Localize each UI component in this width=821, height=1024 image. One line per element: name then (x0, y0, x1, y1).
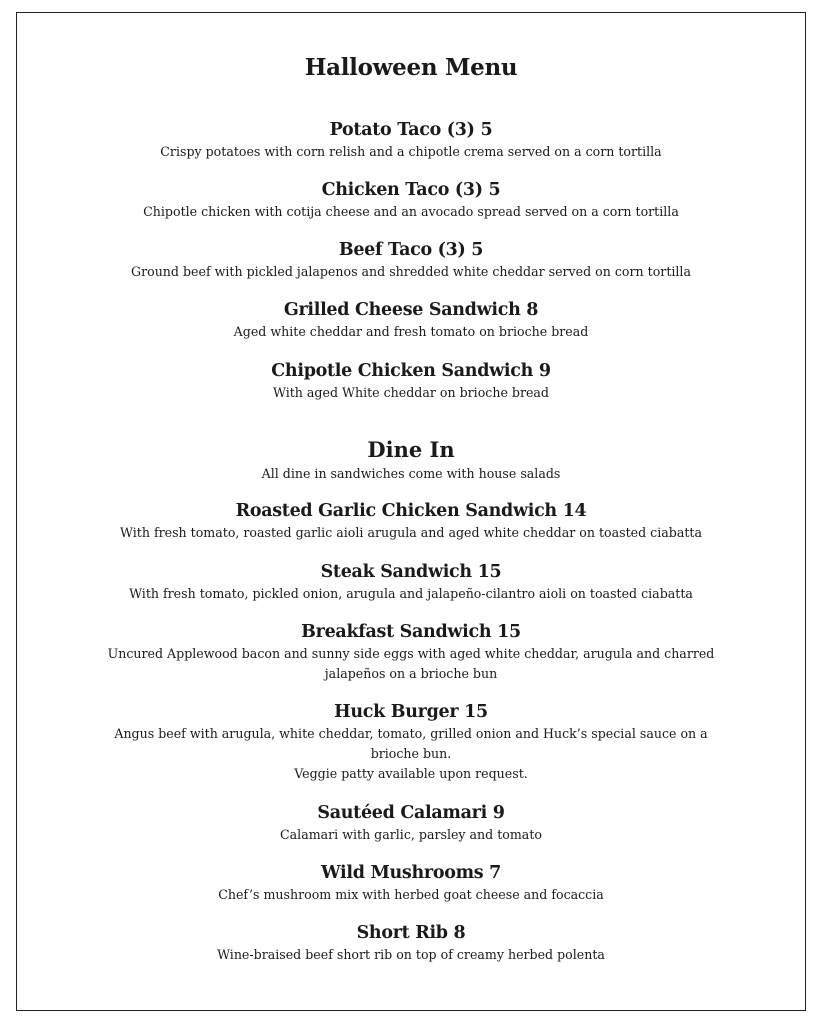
menu-item (16, 801, 806, 845)
menu-item (16, 700, 806, 784)
item-name: Roasted Garlic Chicken Sandwich 14 (235, 501, 587, 521)
item-description: With fresh tomato, pickled onion, arugula and jalapeño-cilantro aioli on toasted ciabatta (129, 586, 693, 601)
item-description: Calamari with garlic, parsley and tomato (280, 827, 542, 842)
menu-item (16, 921, 806, 965)
item-name: Breakfast Sandwich 15 (301, 622, 521, 642)
item-description: Wine-braised beef short rib on top of creamy herbed polenta (217, 947, 605, 962)
menu-item (16, 298, 806, 342)
menu-item (16, 238, 806, 282)
dine-in-section (16, 436, 806, 484)
menu-item (16, 560, 806, 604)
item-description: Aged white cheddar and fresh tomato on brioche bread (233, 324, 589, 339)
item-name: Grilled Cheese Sandwich 8 (283, 300, 539, 320)
item-name: Steak Sandwich 15 (320, 562, 502, 582)
menu-item (16, 861, 806, 905)
item-name: Wild Mushrooms 7 (320, 863, 502, 883)
item-description: Chef’s mushroom mix with herbed goat cheese and focaccia (218, 887, 604, 902)
item-name: Chipotle Chicken Sandwich 9 (271, 361, 551, 381)
item-name: Huck Burger 15 (334, 702, 488, 722)
item-description: Angus beef with arugula, white cheddar, tomato, grilled onion and Huck’s special sauce on a brioche bun. Veggie patty available upon request. (114, 726, 708, 781)
item-description: Crispy potatoes with corn relish and a chipotle crema served on a corn tortilla (160, 144, 662, 159)
item-description: Uncured Applewood bacon and sunny side eggs with aged white cheddar, arugula and charred jalapeños on a brioche bun (107, 646, 715, 681)
item-description: Chipotle chicken with cotija cheese and an avocado spread served on a corn tortilla (143, 204, 679, 219)
menu-title: Halloween Menu (304, 54, 518, 81)
menu-item (16, 178, 806, 222)
menu-item (16, 499, 806, 543)
item-description: With fresh tomato, roasted garlic aioli arugula and aged white cheddar on toasted ciabatta (120, 525, 702, 540)
item-description: Ground beef with pickled jalapenos and shredded white cheddar served on corn tortilla (131, 264, 691, 279)
menu-item (16, 118, 806, 162)
item-name: Potato Taco (3) 5 (329, 120, 493, 140)
section-note: All dine in sandwiches come with house salads (261, 466, 561, 481)
menu-item (16, 620, 806, 684)
item-name: Chicken Taco (3) 5 (321, 180, 501, 200)
item-name: Beef Taco (3) 5 (338, 240, 484, 260)
item-name: Short Rib 8 (356, 923, 466, 943)
section-heading: Dine In (367, 437, 455, 462)
item-name: Sautéed Calamari 9 (317, 803, 505, 823)
item-description: With aged White cheddar on brioche bread (273, 385, 549, 400)
menu-item (16, 359, 806, 403)
